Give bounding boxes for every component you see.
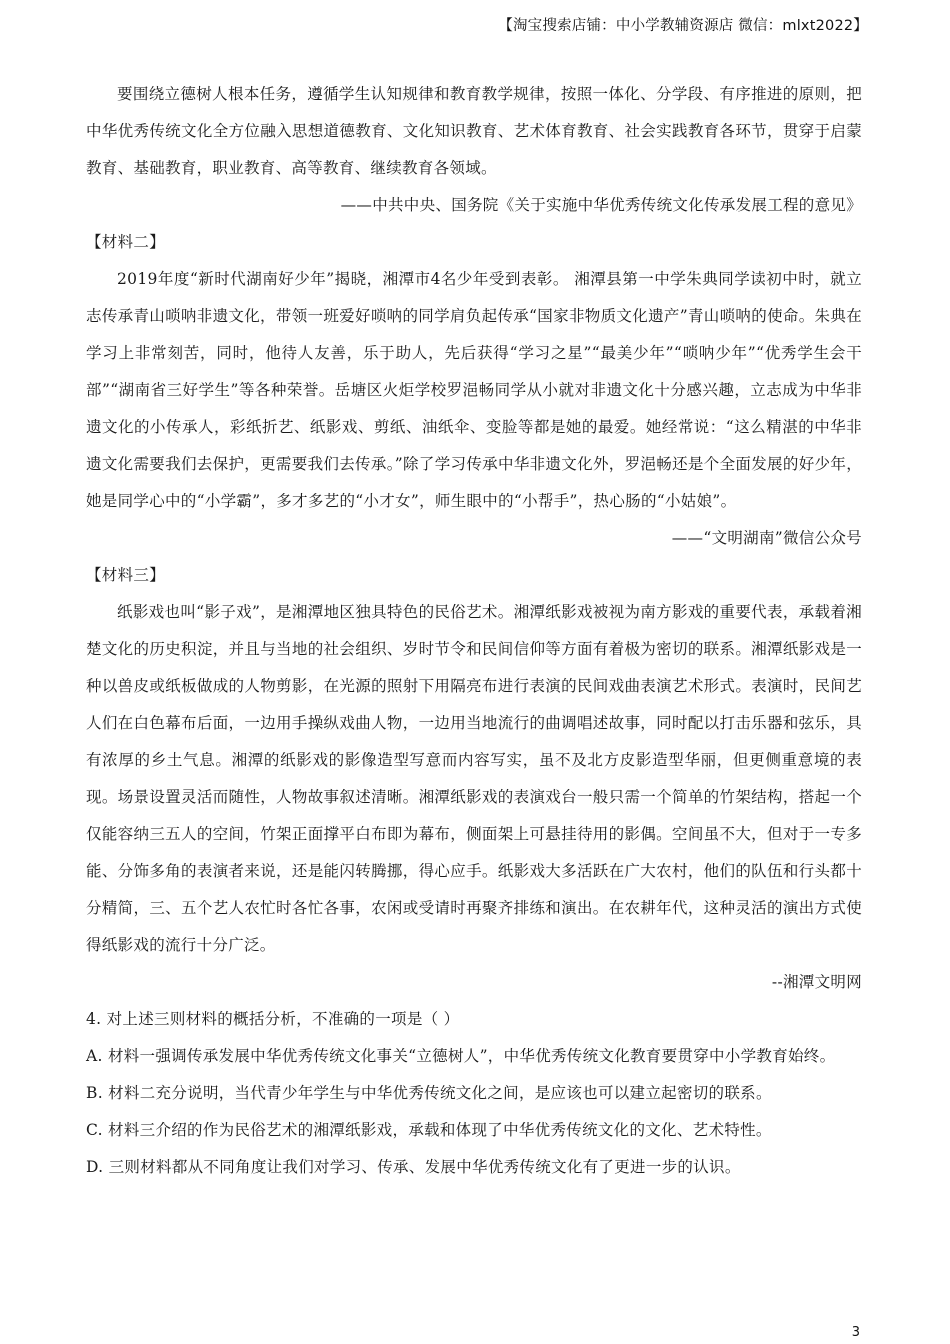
material2-title: 【材料二】	[86, 233, 166, 251]
page-header: 【淘宝搜索店铺：中小学教辅资源店 微信：mlxt2022】	[498, 18, 868, 34]
material2-paragraph: 2019年度“新时代湖南好少年”揭晓，湘潭市4名少年受到表彰。 湘潭县第一中学朱典同学读初中时，就立志传承青山唢呐非遗文化，带领一班爱好唢呐的同学肩负起传承“国家非物质文化遗产”青山唢呐的使命。朱典在学习上非常刻苦，同时，他待人友善，乐于助人，先后获得“学习之星”“最美少年”“唢呐少年”“优秀学生会干部”“湖南省三好学生”等各种荣誉。岳塘区火炬学校罗浥畅同学从小就对非遗文化十分感兴趣，立志成为中华非遗文化的小传承人，彩纸折艺、纸影戏、剪纸、油纸伞、变脸等都是她的最爱。她经常说：“这么精湛的中华非遗文化需要我们去保护，更需要我们去传承。”除了学习传承中华非遗文化外，罗浥畅还是个全面发展的好少年，她是同学心中的“小学霸”，多才多艺的“小才女”，师生眼中的“小帮手”，热心肠的“小姑娘”。	[86, 270, 862, 510]
option-a: A. 材料一强调传承发展中华优秀传统文化事关“立德树人”，中华优秀传统文化教育要贯穿中小学教育始终。	[86, 1047, 836, 1065]
option-c: C. 材料三介绍的作为民俗艺术的湘潭纸影戏，承载和体现了中华优秀传统文化的文化、艺术特性。	[86, 1121, 772, 1139]
material3-title: 【材料三】	[86, 566, 166, 584]
material2-source: ——“文明湖南”微信公众号	[671, 529, 862, 547]
material1-paragraph: 要围绕立德树人根本任务，遵循学生认知规律和教育教学规律，按照一体化、分学段、有序推进的原则，把中华优秀传统文化全方位融入思想道德教育、文化知识教育、艺术体育教育、社会实践教育各环节，贯穿于启蒙教育、基础教育，职业教育、高等教育、继续教育各领域。	[86, 85, 862, 177]
page-number: 3	[851, 1325, 860, 1340]
material3-source: --湘潭文明网	[771, 973, 862, 991]
document-body	[86, 76, 862, 1186]
question-stem: 4. 对上述三则材料的概括分析，不准确的一项是（ ）	[86, 1010, 460, 1028]
material3-paragraph: 纸影戏也叫“影子戏”，是湘潭地区独具特色的民俗艺术。湘潭纸影戏被视为南方影戏的重要代表，承载着湘楚文化的历史积淀，并且与当地的社会组织、岁时节令和民间信仰等方面有着极为密切的联系。湘潭纸影戏是一种以兽皮或纸板做成的人物剪影，在光源的照射下用隔亮布进行表演的民间戏曲表演艺术形式。表演时，民间艺人们在白色幕布后面，一边用手操纵戏曲人物，一边用当地流行的曲调唱述故事，同时配以打击乐器和弦乐，具有浓厚的乡土气息。湘潭的纸影戏的影像造型写意而内容写实，虽不及北方皮影造型华丽，但更侧重意境的表现。场景设置灵活而随性，人物故事叙述清晰。湘潭纸影戏的表演戏台一般只需一个简单的竹架结构，搭起一个仅能容纳三五人的空间，竹架正面撑平白布即为幕布，侧面架上可悬挂待用的影偶。空间虽不大，但对于一专多能、分饰多角的表演者来说，还是能闪转腾挪，得心应手。纸影戏大多活跃在广大农村，他们的队伍和行头都十分精简，三、五个艺人农忙时各忙各事，农闲或受请时再聚齐排练和演出。在农耕年代，这种灵活的演出方式使得纸影戏的流行十分广泛。	[86, 603, 862, 954]
material1-source: ——中共中央、国务院《关于实施中华优秀传统文化传承发展工程的意见》	[340, 196, 862, 214]
option-b: B. 材料二充分说明，当代青少年学生与中华优秀传统文化之间，是应该也可以建立起密切的联系。	[86, 1084, 772, 1102]
option-d: D. 三则材料都从不同角度让我们对学习、传承、发展中华优秀传统文化有了更进一步的认识。	[86, 1158, 741, 1176]
